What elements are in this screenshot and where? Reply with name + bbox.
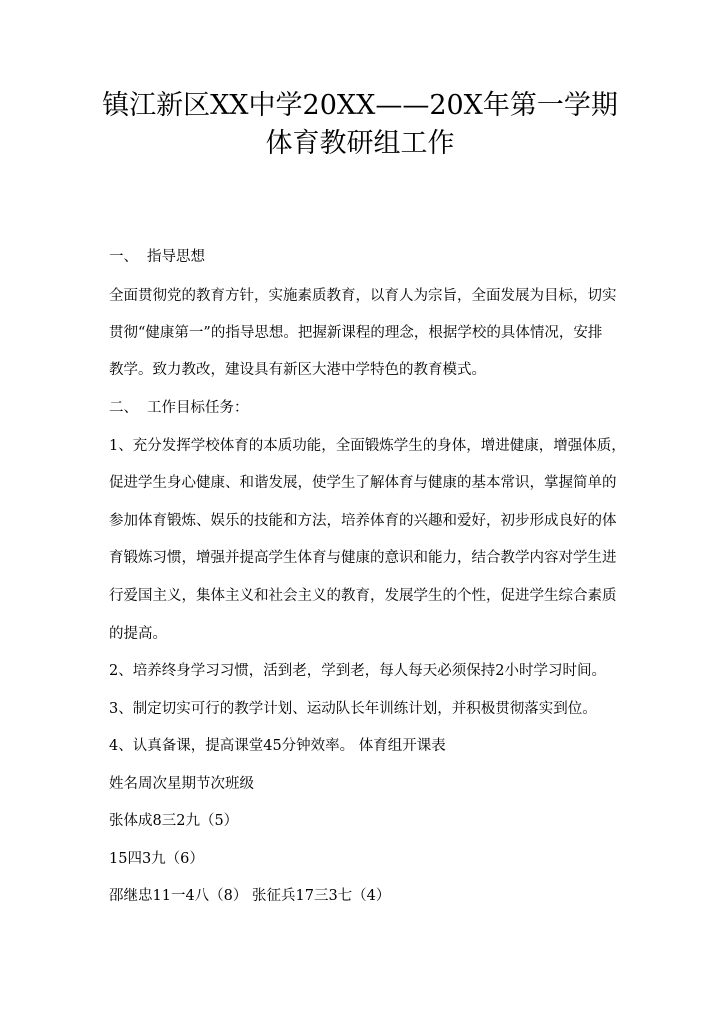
section-heading-text: 指导思想 xyxy=(147,249,205,265)
paragraph-line: 参加体育锻炼、娱乐的技能和方法，培养体育的兴趣和爱好，初步形成良好的体 xyxy=(109,513,617,529)
goal-item-3: 3、制定切实可行的教学计划、运动队长年训练计划，并积极贯彻落实到位。 xyxy=(109,701,597,717)
paragraph-line: 全面贯彻党的教育方针，实施素质教育，以育人为宗旨，全面发展为目标，切实 xyxy=(109,288,617,304)
paragraph-line: 的提高。 xyxy=(109,626,167,642)
section-number: 一、 xyxy=(109,249,138,265)
paragraph-line: 育锻炼习惯，增强并提高学生体育与健康的意识和能力，结合教学内容对学生进 xyxy=(109,550,617,566)
section-heading-guiding-thought xyxy=(109,247,205,267)
schedule-row: 张体成8三2九（5） xyxy=(109,813,239,829)
section-number: 二、 xyxy=(109,400,138,416)
paragraph-line: 促进学生身心健康、和谐发展，使学生了解体育与健康的基本常识，掌握简单的 xyxy=(109,475,617,491)
paragraph-line: 贯彻“健康第一”的指导思想。把握新课程的理念，根据学校的具体情况，安排 xyxy=(109,325,603,341)
schedule-header: 姓名周次星期节次班级 xyxy=(109,776,254,792)
goal-item-2: 2、培养终身学习习惯，活到老，学到老，每人每天必须保持2小时学习时间。 xyxy=(109,663,606,679)
schedule-row: 15四3九（6） xyxy=(109,851,204,867)
schedule-row: 邵继忠11一4八（8） 张征兵17三3七（4） xyxy=(109,888,391,904)
goal-item-4: 4、认真备课，提高课堂45分钟效率。 体育组开课表 xyxy=(109,738,446,754)
section-heading-goals xyxy=(109,398,249,418)
document-title-line-1: 镇江新区XX中学20XX——20X年第一学期 xyxy=(102,90,618,121)
paragraph-line: 教学。致力教改，建设具有新区大港中学特色的教育模式。 xyxy=(109,362,486,378)
paragraph-line: 1、充分发挥学校体育的本质功能，全面锻炼学生的身体，增进健康，增强体质， xyxy=(109,438,626,454)
document-title-line-2: 体育教研组工作 xyxy=(265,128,455,159)
paragraph-line: 行爱国主义，集体主义和社会主义的教育，发展学生的个性，促进学生综合素质 xyxy=(109,588,617,604)
section-heading-text: 工作目标任务： xyxy=(147,400,249,416)
